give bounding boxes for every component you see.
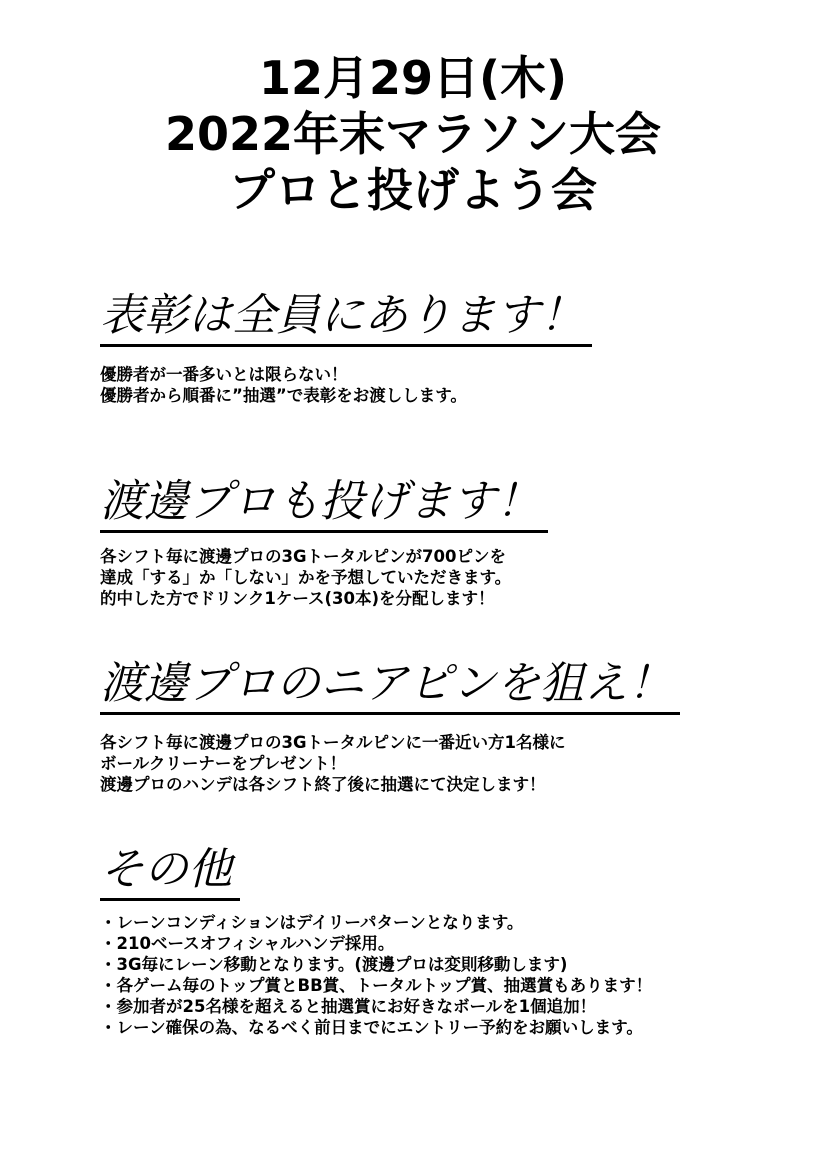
page-title <box>0 50 826 218</box>
body-line: 優勝者から順番に”抽選”で表彰をお渡しします。 <box>100 386 467 405</box>
list-item: ・レーン確保の為、なるべく前日までにエントリー予約をお願いします。 <box>100 1018 643 1037</box>
section-body-near-pin <box>100 732 566 795</box>
section-body-pro-bowls <box>100 546 511 609</box>
section-body-other <box>100 912 652 1038</box>
section-heading-pro-bowls: 渡邊プロも投げます！ <box>100 474 548 533</box>
body-line: 達成「する」か「しない」かを予想していただきます。 <box>100 568 512 587</box>
title-date: 12月29日(木) <box>258 51 568 105</box>
list-item: ・210ベースオフィシャルハンデ採用。 <box>100 934 395 953</box>
section-heading-award: 表彰は全員にあります！ <box>100 288 592 347</box>
list-item: ・参加者が25名様を超えると抽選賞にお好きなボールを1個追加！ <box>100 997 597 1016</box>
section-heading-other: その他 <box>100 842 240 901</box>
section-body-award <box>100 364 467 406</box>
list-item: ・3G毎にレーン移動となります。(渡邊プロは変則移動します) <box>100 955 568 974</box>
body-line: 優勝者が一番多いとは限らない！ <box>100 365 348 384</box>
list-item: ・各ゲーム毎のトップ賞とBB賞、トータルトップ賞、抽選賞もあります！ <box>100 976 653 995</box>
title-subtitle: プロと投げよう会 <box>229 163 597 217</box>
section-heading-near-pin: 渡邊プロのニアピンを狙え！ <box>100 656 680 715</box>
title-event: 2022年末マラソン大会 <box>164 107 662 161</box>
body-line: 各シフト毎に渡邊プロの3Gトータルピンに一番近い方1名様に <box>100 733 566 752</box>
body-line: 的中した方でドリンク1ケース(30本)を分配します！ <box>100 589 495 608</box>
body-line: ボールクリーナーをプレゼント！ <box>100 754 347 773</box>
body-line: 渡邊プロのハンデは各シフト終了後に抽選にて決定します！ <box>100 775 546 794</box>
body-line: 各シフト毎に渡邊プロの3Gトータルピンが700ピンを <box>100 547 506 566</box>
list-item: ・レーンコンディションはデイリーパターンとなります。 <box>100 913 524 932</box>
